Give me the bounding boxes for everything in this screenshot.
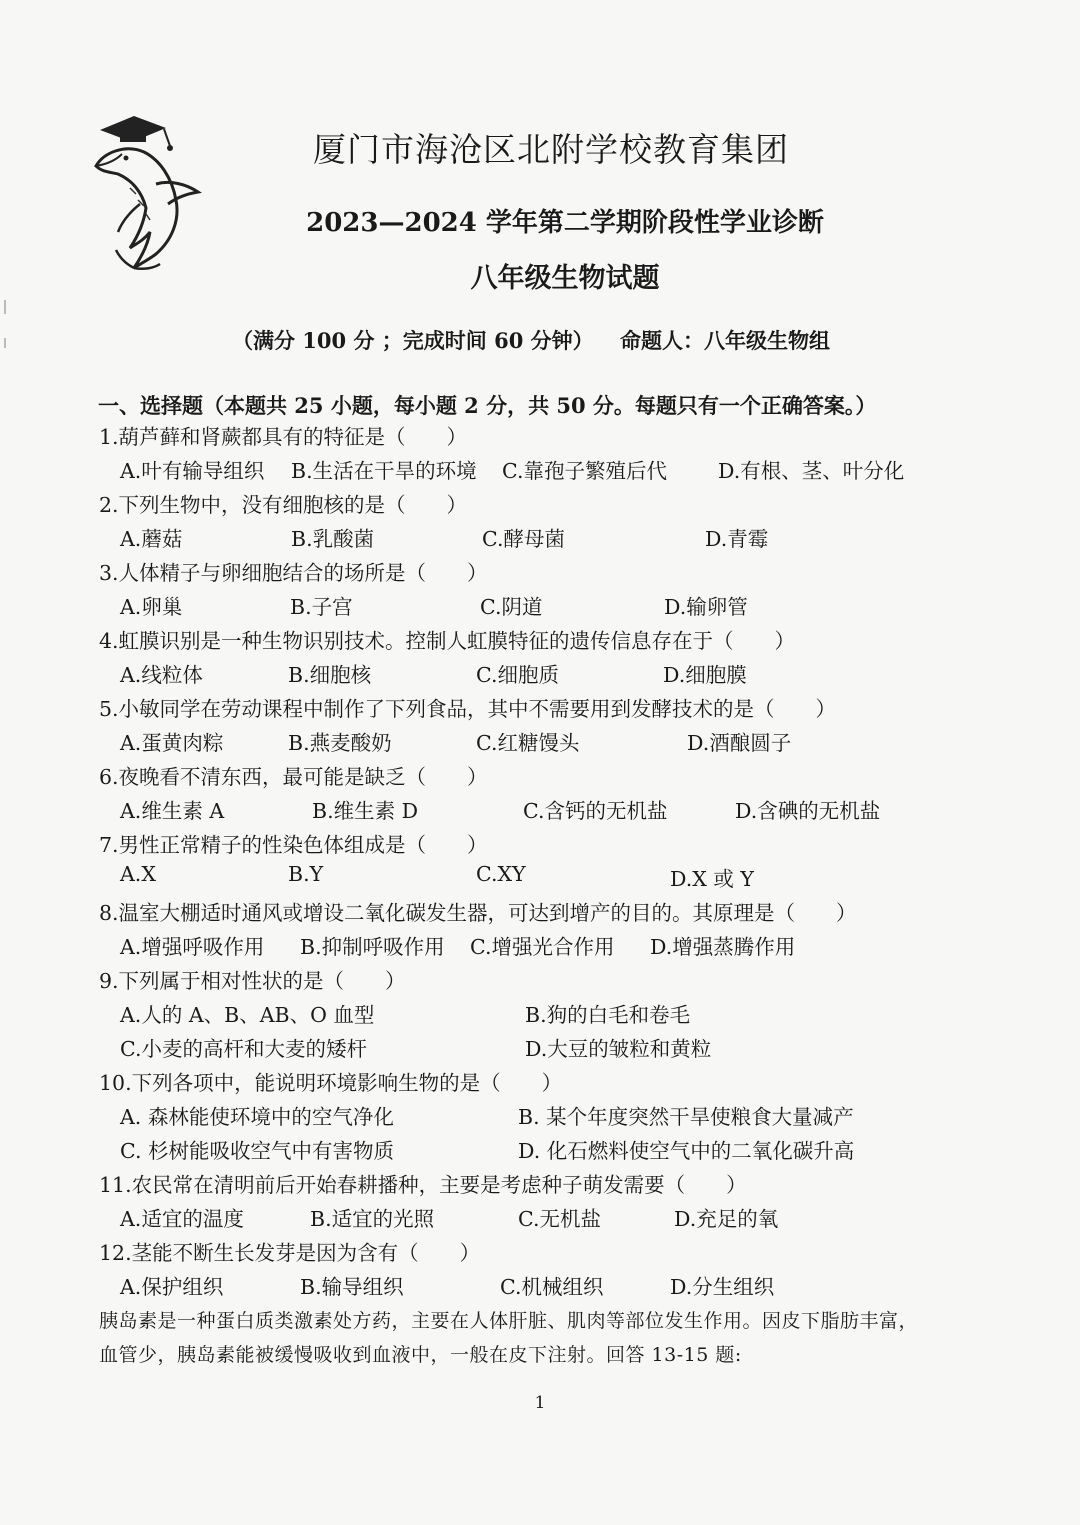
exam-term-title: 2023—2024 学年第二学期阶段性学业诊断 bbox=[306, 208, 824, 238]
answer-option: B.抑制呼吸作用 bbox=[300, 935, 445, 959]
answer-option: A.蛋黄肉粽 bbox=[120, 731, 224, 755]
question-stem: 1.葫芦藓和肾蕨都具有的特征是（ ） bbox=[99, 425, 468, 449]
answer-option: D.输卵管 bbox=[664, 595, 748, 619]
answer-option: D.分生组织 bbox=[670, 1275, 775, 1299]
answer-option: C.红糖馒头 bbox=[476, 731, 580, 755]
question-stem: 10.下列各项中，能说明环境影响生物的是（ ） bbox=[99, 1071, 563, 1095]
answer-option: D.青霉 bbox=[705, 527, 769, 551]
answer-option: B.维生素 D bbox=[312, 799, 419, 823]
answer-option: A.叶有输导组织 bbox=[120, 459, 265, 483]
reading-passage-line: 血管少，胰岛素能被缓慢吸收到血液中，一般在皮下注射。回答 13-15 题: bbox=[99, 1344, 742, 1366]
answer-option: C. 杉树能吸收空气中有害物质 bbox=[120, 1139, 394, 1163]
answer-option: C.XY bbox=[476, 862, 526, 886]
question-stem: 12.茎能不断生长发芽是因为含有（ ） bbox=[99, 1241, 481, 1265]
answer-option: D. 化石燃料使空气中的二氧化碳升高 bbox=[518, 1139, 855, 1163]
answer-option: C.含钙的无机盐 bbox=[523, 799, 668, 823]
author-info: 命题人：八年级生物组 bbox=[620, 328, 830, 353]
answer-option: D.细胞膜 bbox=[663, 663, 747, 687]
question-stem: 5.小敏同学在劳动课程中制作了下列食品，其中不需要用到发酵技术的是（ ） bbox=[99, 697, 837, 721]
question-stem: 3.人体精子与卵细胞结合的场所是（ ） bbox=[99, 561, 488, 585]
school-name: 厦门市海沧区北附学校教育集团 bbox=[313, 130, 789, 169]
answer-option: C.增强光合作用 bbox=[470, 935, 615, 959]
question-stem: 4.虹膜识别是一种生物识别技术。控制人虹膜特征的遗传信息存在于（ ） bbox=[99, 629, 796, 653]
reading-passage-line: 胰岛素是一种蛋白质类激素处方药，主要在人体肝脏、肌肉等部位发生作用。因皮下脂肪丰富， bbox=[99, 1310, 919, 1332]
answer-option: B.适宜的光照 bbox=[310, 1207, 435, 1231]
answer-option: B.乳酸菌 bbox=[291, 527, 375, 551]
answer-option: A. 森林能使环境中的空气净化 bbox=[120, 1105, 394, 1129]
answer-option: B.输导组织 bbox=[300, 1275, 404, 1299]
answer-option: B.燕麦酸奶 bbox=[288, 731, 392, 755]
page-number: 1 bbox=[534, 1393, 546, 1413]
section-title: 一、选择题（本题共 25 小题，每小题 2 分，共 50 分。每题只有一个正确答案。） bbox=[98, 393, 877, 418]
answer-option: B.狗的白毛和卷毛 bbox=[525, 1003, 691, 1027]
answer-option: A.人的 A、B、AB、O 血型 bbox=[120, 1003, 375, 1027]
answer-option: C.靠孢子繁殖后代 bbox=[502, 459, 667, 483]
answer-option: B.Y bbox=[288, 862, 324, 886]
answer-option: D.大豆的皱粒和黄粒 bbox=[525, 1037, 712, 1061]
question-stem: 2.下列生物中，没有细胞核的是（ ） bbox=[99, 493, 468, 517]
answer-option: C.机械组织 bbox=[500, 1275, 604, 1299]
answer-option: B. 某个年度突然干旱使粮食大量减产 bbox=[518, 1105, 854, 1129]
answer-option: A.X bbox=[120, 862, 156, 886]
score-time-info: （满分 100 分 ；完成时间 60 分钟） bbox=[232, 328, 594, 353]
answer-option: D.增强蒸腾作用 bbox=[650, 935, 796, 959]
answer-option: A.线粒体 bbox=[120, 663, 203, 687]
answer-option: B.子宫 bbox=[290, 595, 353, 619]
answer-option: A.卵巢 bbox=[120, 595, 183, 619]
question-stem: 8.温室大棚适时通风或增设二氧化碳发生器，可达到增产的目的。其原理是（ ） bbox=[99, 901, 857, 925]
exam-subject-title: 八年级生物试题 bbox=[470, 263, 660, 294]
question-stem: 9.下列属于相对性状的是（ ） bbox=[99, 969, 406, 993]
answer-option: C.小麦的高杆和大麦的矮杆 bbox=[120, 1037, 367, 1061]
answer-option: C.阴道 bbox=[480, 595, 543, 619]
answer-option: A.维生素 A bbox=[120, 799, 225, 823]
answer-option: B.细胞核 bbox=[288, 663, 372, 687]
answer-option: C.细胞质 bbox=[476, 663, 559, 687]
answer-option: D.酒酿圆子 bbox=[687, 731, 792, 755]
answer-option: A.保护组织 bbox=[120, 1275, 224, 1299]
answer-option: A.增强呼吸作用 bbox=[120, 935, 265, 959]
scan-edge-mark bbox=[4, 338, 6, 348]
answer-option: D.含碘的无机盐 bbox=[735, 799, 881, 823]
answer-option: D.X 或 Y bbox=[670, 867, 754, 891]
answer-option: C.无机盐 bbox=[518, 1207, 601, 1231]
question-stem: 6.夜晚看不清东西，最可能是缺乏（ ） bbox=[99, 765, 488, 789]
answer-option: A.蘑菇 bbox=[120, 527, 183, 551]
answer-option: D.有根、茎、叶分化 bbox=[718, 459, 905, 483]
question-stem: 7.男性正常精子的性染色体组成是（ ） bbox=[99, 833, 488, 857]
scan-edge-mark bbox=[4, 300, 6, 314]
answer-option: B.生活在干旱的环境 bbox=[291, 459, 477, 483]
answer-option: C.酵母菌 bbox=[482, 527, 565, 551]
question-stem: 11.农民常在清明前后开始春耕播种，主要是考虑种子萌发需要（ ） bbox=[99, 1173, 747, 1197]
answer-option: A.适宜的温度 bbox=[120, 1207, 244, 1231]
answer-option: D.充足的氧 bbox=[674, 1207, 779, 1231]
